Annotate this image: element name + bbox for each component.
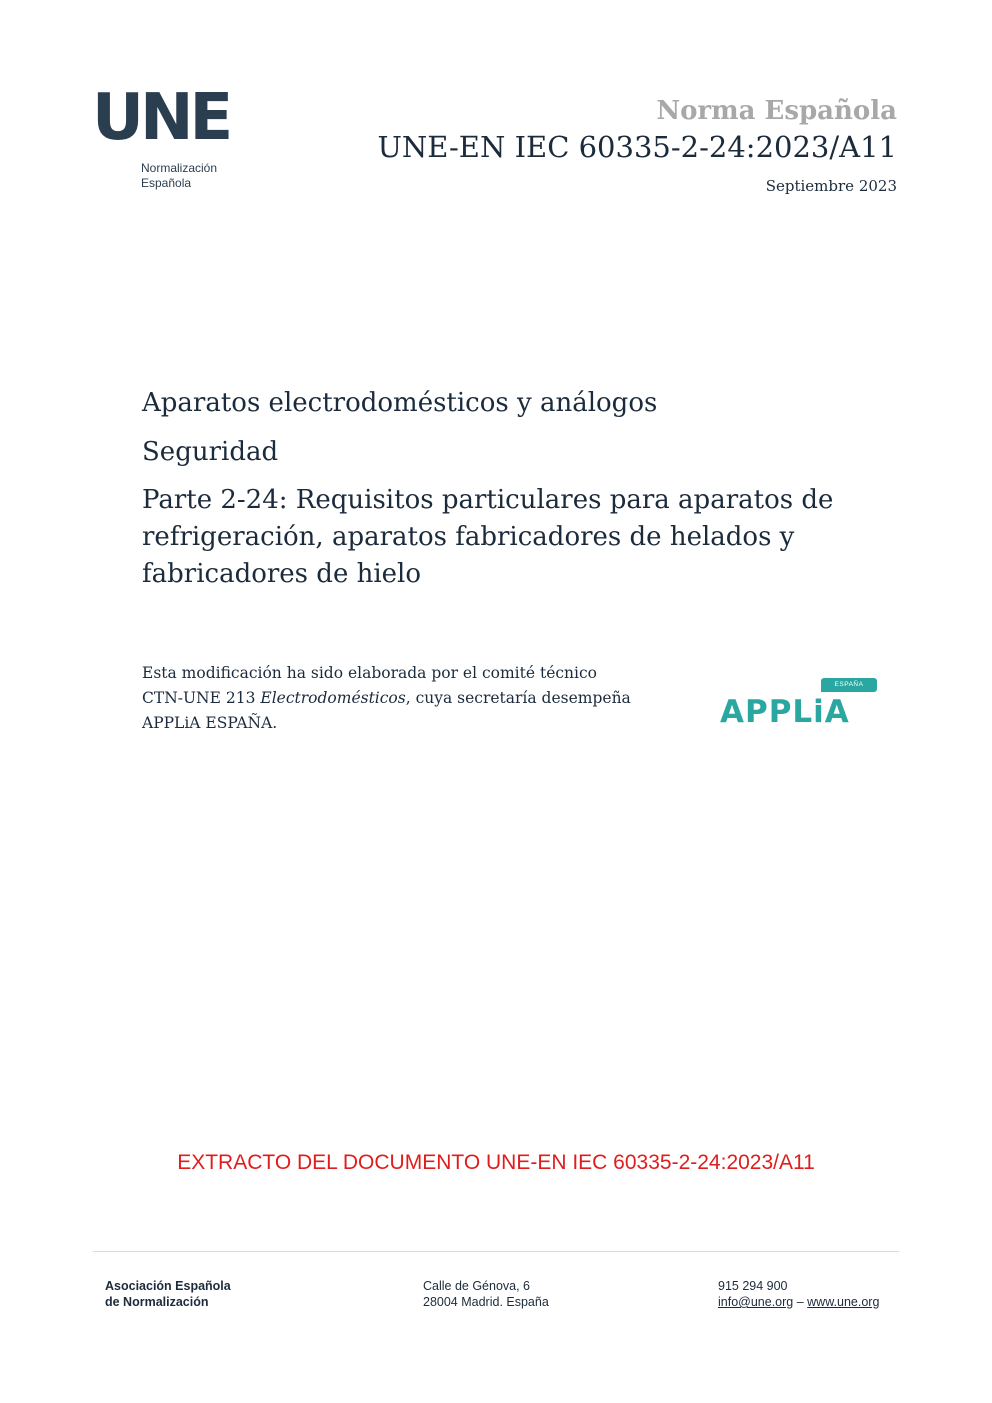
une-logo (92, 81, 232, 195)
committee-line2 (142, 686, 682, 711)
footer-address (423, 1278, 549, 1310)
une-logo-mark: UNE (92, 81, 230, 155)
committee-note (142, 661, 682, 736)
applia-wordmark: APPLiA (720, 694, 850, 730)
une-logo-line2: Española (141, 176, 192, 190)
footer-separator: – (793, 1295, 808, 1309)
title-part: Parte 2-24: Requisitos particulares para aparatos de refrigeración, aparatos fabricadores de helados y fabricadores de hielo (142, 485, 834, 589)
committee-line3: APPLiA ESPAÑA. (142, 714, 278, 732)
norm-date: Septiembre 2023 (765, 177, 897, 195)
applia-logo (718, 678, 868, 734)
footer-phone: 915 294 900 (718, 1279, 788, 1293)
norm-code: UNE-EN IEC 60335-2-24:2023/A11 (377, 130, 897, 164)
committee-prefix: CTN-UNE 213 (142, 689, 261, 707)
footer-organization (105, 1278, 231, 1310)
committee-line1: Esta modificación ha sido elaborada por el comité técnico (142, 664, 598, 682)
une-logo-line1: Normalización (141, 161, 218, 175)
title-main: Aparatos electrodomésticos y análogos (142, 388, 658, 418)
committee-name: Electrodomésticos (260, 689, 406, 707)
email-link[interactable]: info@une.org (718, 1295, 794, 1309)
footer-address-line1: Calle de Génova, 6 (423, 1279, 531, 1293)
footer-divider (93, 1251, 899, 1252)
norm-label: Norma Española (656, 96, 897, 126)
applia-badge: ESPAÑA (821, 678, 877, 692)
footer-address-line2: 28004 Madrid. España (423, 1295, 549, 1309)
title-sub: Seguridad (142, 437, 279, 467)
website-link[interactable]: www.une.org (807, 1295, 880, 1309)
footer-contact (718, 1278, 879, 1310)
extract-banner: EXTRACTO DEL DOCUMENTO UNE-EN IEC 60335-2-24:2023/A11 (177, 1151, 815, 1174)
une-logo-subtitle (141, 161, 217, 191)
footer-org-line1: Asociación Española (105, 1279, 231, 1293)
footer-org-line2: de Normalización (105, 1295, 209, 1309)
footer-links (718, 1294, 879, 1310)
committee-suffix: , cuya secretaría desempeña (405, 689, 631, 707)
